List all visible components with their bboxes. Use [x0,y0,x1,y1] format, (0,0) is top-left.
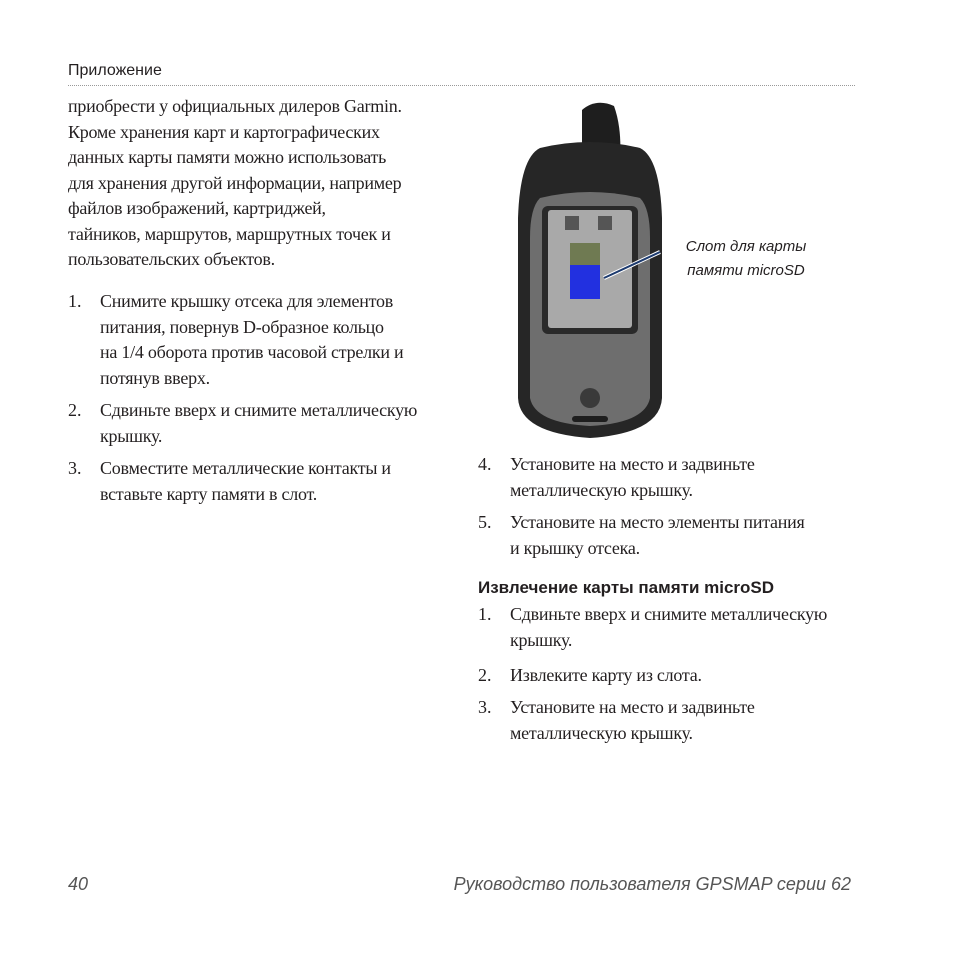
step-number: 5. [478,512,492,532]
section-header: Приложение [68,62,162,79]
step-text: Сдвиньте вверх и снимите металлическую крышку. [510,604,828,650]
step-number: 2. [68,400,82,420]
step-text: Установите на место и задвиньте металлическую крышку. [510,697,755,743]
figure-caption: Слот для карты памяти microSD [685,238,807,279]
intro-paragraph: приобрести у официальных дилеров Garmin. Кроме хранения карт и картографических данных карты памяти можно использовать для хранения другой информации, например файлов изображений, картриджей, тайников, маршрутов, маршрутных точек и пользовательских объектов. [68,96,402,269]
header-divider [68,85,855,86]
step-number: 3. [478,697,492,717]
step-text: Снимите крышку отсека для элементов питания, повернув D-образное кольцо на 1/4 оборота против часовой стрелки и потянув вверх. [100,291,404,388]
gps-device-illustration [510,98,670,440]
step-text: Сдвиньте вверх и снимите металлическую крышку. [100,400,418,446]
step-number: 1. [478,604,492,624]
step-text: Извлеките карту из слота. [510,665,702,685]
step-number: 3. [68,458,82,478]
page-number: 40 [68,874,89,894]
step-number: 1. [68,291,82,311]
step-text: Установите на место элементы питания и крышку отсека. [510,512,805,558]
step-number: 2. [478,665,492,685]
footer-title: Руководство пользователя GPSMAP серии 62 [453,874,851,894]
removal-heading: Извлечение карты памяти microSD [478,578,775,597]
step-text: Установите на место и задвиньте металлическую крышку. [510,454,755,500]
step-number: 4. [478,454,492,474]
step-text: Совместите металлические контакты и вставьте карту памяти в слот. [100,458,391,504]
